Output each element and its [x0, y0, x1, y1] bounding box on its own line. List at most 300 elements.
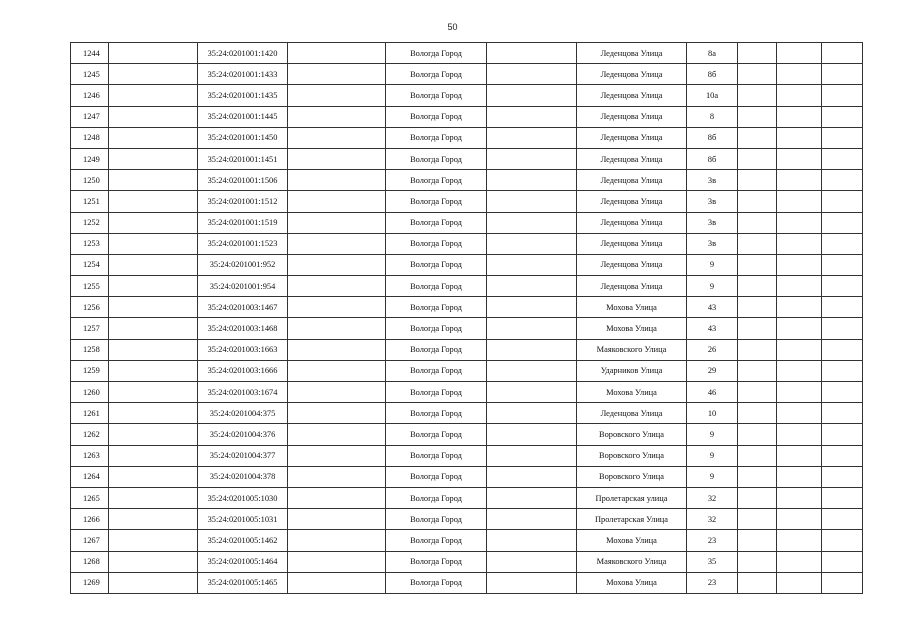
empty-cell: [487, 509, 577, 530]
house-number-cell: 26: [687, 339, 738, 360]
empty-cell: [777, 106, 822, 127]
empty-cell: [109, 509, 198, 530]
empty-cell: [109, 551, 198, 572]
cadastral-number-cell: 35:24:0201005:1465: [198, 572, 288, 593]
empty-cell: [738, 170, 777, 191]
house-number-cell: 35: [687, 551, 738, 572]
street-cell: Мохова Улица: [577, 318, 687, 339]
empty-cell: [109, 339, 198, 360]
empty-cell: [738, 297, 777, 318]
empty-cell: [487, 382, 577, 403]
empty-cell: [109, 487, 198, 508]
house-number-cell: 8б: [687, 127, 738, 148]
empty-cell: [822, 85, 863, 106]
empty-cell: [777, 572, 822, 593]
empty-cell: [288, 127, 386, 148]
street-cell: Леденцова Улица: [577, 64, 687, 85]
empty-cell: [288, 360, 386, 381]
empty-cell: [487, 297, 577, 318]
empty-cell: [738, 382, 777, 403]
table-row: [71, 297, 863, 318]
street-cell: Мохова Улица: [577, 297, 687, 318]
empty-cell: [738, 403, 777, 424]
table-body: [71, 43, 863, 594]
empty-cell: [109, 466, 198, 487]
house-number-cell: 9: [687, 445, 738, 466]
empty-cell: [109, 572, 198, 593]
street-cell: Воровского Улица: [577, 466, 687, 487]
empty-cell: [822, 360, 863, 381]
empty-cell: [288, 445, 386, 466]
cadastral-number-cell: 35:24:0201001:1512: [198, 191, 288, 212]
street-cell: Леденцова Улица: [577, 170, 687, 191]
empty-cell: [777, 382, 822, 403]
table-row: [71, 339, 863, 360]
empty-cell: [777, 254, 822, 275]
empty-cell: [738, 509, 777, 530]
cadastral-number-cell: 35:24:0201005:1031: [198, 509, 288, 530]
empty-cell: [487, 191, 577, 212]
empty-cell: [777, 509, 822, 530]
row-number-cell: 1264: [71, 466, 109, 487]
empty-cell: [109, 212, 198, 233]
empty-cell: [288, 191, 386, 212]
house-number-cell: 8б: [687, 148, 738, 169]
cadastral-number-cell: 35:24:0201001:1435: [198, 85, 288, 106]
empty-cell: [487, 339, 577, 360]
city-cell: Вологда Город: [386, 127, 487, 148]
empty-cell: [777, 360, 822, 381]
empty-cell: [288, 382, 386, 403]
empty-cell: [288, 403, 386, 424]
empty-cell: [487, 64, 577, 85]
house-number-cell: 9: [687, 424, 738, 445]
empty-cell: [109, 445, 198, 466]
empty-cell: [822, 466, 863, 487]
empty-cell: [487, 572, 577, 593]
empty-cell: [487, 487, 577, 508]
street-cell: Леденцова Улица: [577, 233, 687, 254]
street-cell: Пролетарская улица: [577, 487, 687, 508]
table-row: [71, 85, 863, 106]
street-cell: Леденцова Улица: [577, 43, 687, 64]
row-number-cell: 1259: [71, 360, 109, 381]
row-number-cell: 1255: [71, 276, 109, 297]
cadastral-number-cell: 35:24:0201003:1663: [198, 339, 288, 360]
empty-cell: [777, 424, 822, 445]
row-number-cell: 1268: [71, 551, 109, 572]
empty-cell: [109, 127, 198, 148]
cadastral-number-cell: 35:24:0201004:376: [198, 424, 288, 445]
row-number-cell: 1247: [71, 106, 109, 127]
empty-cell: [288, 43, 386, 64]
row-number-cell: 1248: [71, 127, 109, 148]
empty-cell: [777, 551, 822, 572]
cadastral-number-cell: 35:24:0201003:1467: [198, 297, 288, 318]
empty-cell: [777, 43, 822, 64]
house-number-cell: 3в: [687, 212, 738, 233]
city-cell: Вологда Город: [386, 445, 487, 466]
cadastral-number-cell: 35:24:0201001:1433: [198, 64, 288, 85]
empty-cell: [288, 85, 386, 106]
house-number-cell: 9: [687, 466, 738, 487]
table-row: [71, 445, 863, 466]
street-cell: Леденцова Улица: [577, 254, 687, 275]
empty-cell: [487, 360, 577, 381]
empty-cell: [738, 424, 777, 445]
empty-cell: [109, 360, 198, 381]
empty-cell: [109, 424, 198, 445]
empty-cell: [288, 318, 386, 339]
empty-cell: [109, 64, 198, 85]
house-number-cell: 9: [687, 276, 738, 297]
street-cell: Леденцова Улица: [577, 148, 687, 169]
empty-cell: [738, 466, 777, 487]
cadastral-number-cell: 35:24:0201001:1451: [198, 148, 288, 169]
street-cell: Пролетарская Улица: [577, 509, 687, 530]
city-cell: Вологда Город: [386, 487, 487, 508]
table-row: [71, 148, 863, 169]
empty-cell: [288, 106, 386, 127]
empty-cell: [738, 339, 777, 360]
empty-cell: [822, 212, 863, 233]
table-row: [71, 254, 863, 275]
empty-cell: [288, 233, 386, 254]
row-number-cell: 1265: [71, 487, 109, 508]
empty-cell: [738, 276, 777, 297]
empty-cell: [109, 318, 198, 339]
cadastral-number-cell: 35:24:0201005:1464: [198, 551, 288, 572]
row-number-cell: 1258: [71, 339, 109, 360]
house-number-cell: 10а: [687, 85, 738, 106]
empty-cell: [738, 148, 777, 169]
empty-cell: [487, 318, 577, 339]
empty-cell: [288, 424, 386, 445]
empty-cell: [487, 106, 577, 127]
city-cell: Вологда Город: [386, 212, 487, 233]
house-number-cell: 23: [687, 572, 738, 593]
empty-cell: [288, 170, 386, 191]
city-cell: Вологда Город: [386, 318, 487, 339]
empty-cell: [109, 85, 198, 106]
empty-cell: [288, 509, 386, 530]
table-row: [71, 551, 863, 572]
empty-cell: [109, 233, 198, 254]
empty-cell: [738, 212, 777, 233]
house-number-cell: 8: [687, 106, 738, 127]
empty-cell: [109, 530, 198, 551]
empty-cell: [109, 382, 198, 403]
empty-cell: [777, 339, 822, 360]
empty-cell: [738, 233, 777, 254]
empty-cell: [487, 445, 577, 466]
empty-cell: [777, 530, 822, 551]
cadastral-number-cell: 35:24:0201005:1030: [198, 487, 288, 508]
row-number-cell: 1246: [71, 85, 109, 106]
cadastral-number-cell: 35:24:0201004:378: [198, 466, 288, 487]
row-number-cell: 1249: [71, 148, 109, 169]
street-cell: Леденцова Улица: [577, 106, 687, 127]
empty-cell: [288, 339, 386, 360]
house-number-cell: 32: [687, 487, 738, 508]
row-number-cell: 1269: [71, 572, 109, 593]
city-cell: Вологда Город: [386, 530, 487, 551]
city-cell: Вологда Город: [386, 85, 487, 106]
house-number-cell: 9: [687, 254, 738, 275]
row-number-cell: 1267: [71, 530, 109, 551]
empty-cell: [822, 170, 863, 191]
empty-cell: [487, 424, 577, 445]
table-row: [71, 403, 863, 424]
empty-cell: [487, 148, 577, 169]
page-number: 50: [447, 22, 458, 32]
empty-cell: [738, 64, 777, 85]
city-cell: Вологда Город: [386, 191, 487, 212]
empty-cell: [822, 233, 863, 254]
empty-cell: [822, 318, 863, 339]
street-cell: Леденцова Улица: [577, 403, 687, 424]
row-number-cell: 1245: [71, 64, 109, 85]
house-number-cell: 43: [687, 318, 738, 339]
table-row: [71, 233, 863, 254]
row-number-cell: 1251: [71, 191, 109, 212]
empty-cell: [738, 551, 777, 572]
empty-cell: [777, 127, 822, 148]
empty-cell: [738, 191, 777, 212]
row-number-cell: 1260: [71, 382, 109, 403]
empty-cell: [738, 43, 777, 64]
city-cell: Вологда Город: [386, 276, 487, 297]
empty-cell: [822, 551, 863, 572]
row-number-cell: 1256: [71, 297, 109, 318]
city-cell: Вологда Город: [386, 572, 487, 593]
empty-cell: [288, 212, 386, 233]
table-row: [71, 191, 863, 212]
cadastral-number-cell: 35:24:0201001:1420: [198, 43, 288, 64]
city-cell: Вологда Город: [386, 254, 487, 275]
table-row: [71, 487, 863, 508]
row-number-cell: 1263: [71, 445, 109, 466]
street-cell: Леденцова Улица: [577, 191, 687, 212]
empty-cell: [777, 148, 822, 169]
city-cell: Вологда Город: [386, 43, 487, 64]
empty-cell: [738, 318, 777, 339]
empty-cell: [738, 445, 777, 466]
empty-cell: [109, 43, 198, 64]
house-number-cell: 46: [687, 382, 738, 403]
empty-cell: [822, 297, 863, 318]
empty-cell: [487, 85, 577, 106]
empty-cell: [487, 170, 577, 191]
cadastral-number-cell: 35:24:0201005:1462: [198, 530, 288, 551]
city-cell: Вологда Город: [386, 466, 487, 487]
empty-cell: [822, 382, 863, 403]
empty-cell: [777, 212, 822, 233]
table-row: [71, 127, 863, 148]
row-number-cell: 1257: [71, 318, 109, 339]
empty-cell: [487, 127, 577, 148]
empty-cell: [288, 254, 386, 275]
empty-cell: [288, 297, 386, 318]
empty-cell: [109, 276, 198, 297]
street-cell: Маяковского Улица: [577, 339, 687, 360]
empty-cell: [288, 148, 386, 169]
house-number-cell: 23: [687, 530, 738, 551]
empty-cell: [109, 254, 198, 275]
table-row: [71, 318, 863, 339]
empty-cell: [822, 148, 863, 169]
empty-cell: [288, 466, 386, 487]
cadastral-number-cell: 35:24:0201001:1519: [198, 212, 288, 233]
street-cell: Леденцова Улица: [577, 212, 687, 233]
table-row: [71, 106, 863, 127]
cadastral-number-cell: 35:24:0201001:952: [198, 254, 288, 275]
house-number-cell: 32: [687, 509, 738, 530]
empty-cell: [288, 530, 386, 551]
cadastral-number-cell: 35:24:0201003:1468: [198, 318, 288, 339]
empty-cell: [822, 509, 863, 530]
registry-table: [70, 42, 863, 594]
empty-cell: [109, 403, 198, 424]
cadastral-number-cell: 35:24:0201001:1523: [198, 233, 288, 254]
empty-cell: [487, 233, 577, 254]
empty-cell: [822, 403, 863, 424]
table-row: [71, 509, 863, 530]
row-number-cell: 1244: [71, 43, 109, 64]
table-row: [71, 466, 863, 487]
cadastral-number-cell: 35:24:0201003:1666: [198, 360, 288, 381]
cadastral-number-cell: 35:24:0201001:954: [198, 276, 288, 297]
empty-cell: [822, 445, 863, 466]
empty-cell: [822, 106, 863, 127]
street-cell: Мохова Улица: [577, 572, 687, 593]
empty-cell: [777, 191, 822, 212]
house-number-cell: 3в: [687, 233, 738, 254]
city-cell: Вологда Город: [386, 339, 487, 360]
street-cell: Воровского Улица: [577, 445, 687, 466]
empty-cell: [822, 254, 863, 275]
empty-cell: [777, 276, 822, 297]
empty-cell: [777, 487, 822, 508]
empty-cell: [109, 170, 198, 191]
empty-cell: [777, 233, 822, 254]
empty-cell: [288, 572, 386, 593]
empty-cell: [738, 487, 777, 508]
house-number-cell: 10: [687, 403, 738, 424]
empty-cell: [109, 191, 198, 212]
cadastral-number-cell: 35:24:0201001:1450: [198, 127, 288, 148]
empty-cell: [777, 318, 822, 339]
cadastral-number-cell: 35:24:0201004:377: [198, 445, 288, 466]
house-number-cell: 8а: [687, 43, 738, 64]
row-number-cell: 1250: [71, 170, 109, 191]
house-number-cell: 29: [687, 360, 738, 381]
empty-cell: [777, 403, 822, 424]
table-row: [71, 170, 863, 191]
empty-cell: [777, 466, 822, 487]
empty-cell: [777, 170, 822, 191]
empty-cell: [822, 127, 863, 148]
empty-cell: [487, 43, 577, 64]
table-row: [71, 276, 863, 297]
table-row: [71, 43, 863, 64]
empty-cell: [777, 64, 822, 85]
house-number-cell: 43: [687, 297, 738, 318]
empty-cell: [109, 297, 198, 318]
table-row: [71, 530, 863, 551]
city-cell: Вологда Город: [386, 551, 487, 572]
empty-cell: [738, 106, 777, 127]
house-number-cell: 3в: [687, 170, 738, 191]
table-row: [71, 360, 863, 381]
empty-cell: [822, 572, 863, 593]
street-cell: Леденцова Улица: [577, 127, 687, 148]
city-cell: Вологда Город: [386, 360, 487, 381]
empty-cell: [822, 64, 863, 85]
house-number-cell: 8б: [687, 64, 738, 85]
city-cell: Вологда Город: [386, 382, 487, 403]
empty-cell: [109, 106, 198, 127]
empty-cell: [822, 530, 863, 551]
empty-cell: [487, 254, 577, 275]
empty-cell: [487, 403, 577, 424]
empty-cell: [738, 254, 777, 275]
row-number-cell: 1261: [71, 403, 109, 424]
empty-cell: [822, 191, 863, 212]
street-cell: Мохова Улица: [577, 382, 687, 403]
empty-cell: [738, 530, 777, 551]
empty-cell: [487, 530, 577, 551]
empty-cell: [487, 212, 577, 233]
city-cell: Вологда Город: [386, 233, 487, 254]
empty-cell: [777, 445, 822, 466]
empty-cell: [288, 276, 386, 297]
empty-cell: [822, 424, 863, 445]
city-cell: Вологда Город: [386, 297, 487, 318]
house-number-cell: 3в: [687, 191, 738, 212]
street-cell: Леденцова Улица: [577, 85, 687, 106]
row-number-cell: 1254: [71, 254, 109, 275]
table-row: [71, 382, 863, 403]
cadastral-number-cell: 35:24:0201003:1674: [198, 382, 288, 403]
empty-cell: [738, 127, 777, 148]
table-row: [71, 64, 863, 85]
empty-cell: [822, 276, 863, 297]
street-cell: Маяковского Улица: [577, 551, 687, 572]
empty-cell: [288, 551, 386, 572]
cadastral-number-cell: 35:24:0201001:1445: [198, 106, 288, 127]
row-number-cell: 1262: [71, 424, 109, 445]
street-cell: Воровского Улица: [577, 424, 687, 445]
city-cell: Вологда Город: [386, 403, 487, 424]
street-cell: Мохова Улица: [577, 530, 687, 551]
cadastral-number-cell: 35:24:0201001:1506: [198, 170, 288, 191]
cadastral-number-cell: 35:24:0201004:375: [198, 403, 288, 424]
empty-cell: [288, 64, 386, 85]
city-cell: Вологда Город: [386, 106, 487, 127]
empty-cell: [738, 85, 777, 106]
empty-cell: [487, 551, 577, 572]
row-number-cell: 1252: [71, 212, 109, 233]
city-cell: Вологда Город: [386, 170, 487, 191]
table-row: [71, 424, 863, 445]
city-cell: Вологда Город: [386, 64, 487, 85]
empty-cell: [738, 360, 777, 381]
table-row: [71, 572, 863, 593]
empty-cell: [738, 572, 777, 593]
city-cell: Вологда Город: [386, 148, 487, 169]
empty-cell: [487, 466, 577, 487]
